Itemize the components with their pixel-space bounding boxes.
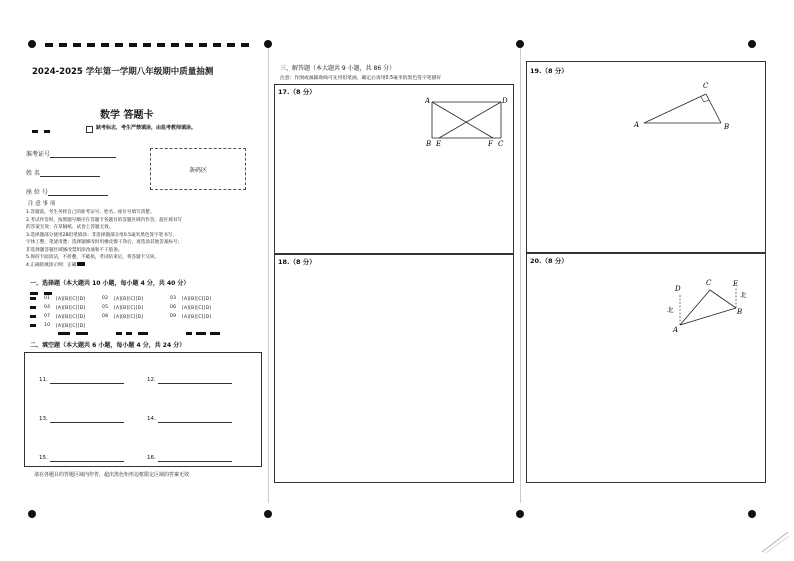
instruction-line: 5.保持卡面清洁，不折叠，不破损，考试结束后，将答题卡交回。 bbox=[26, 255, 160, 260]
mark bbox=[210, 332, 220, 335]
choice-bubbles[interactable]: [A][B][C][D] bbox=[56, 315, 86, 320]
alignment-dot bbox=[748, 40, 756, 48]
choice-bubbles[interactable]: [A][B][C][D] bbox=[182, 315, 212, 320]
fill-number: 11. bbox=[39, 377, 48, 383]
choice-number: 06 bbox=[170, 305, 177, 310]
q17-figure bbox=[425, 93, 509, 153]
section-fill-title: 二、填空题（本大题共 6 小题，每小题 4 分，共 24 分） bbox=[30, 342, 186, 349]
mark bbox=[30, 292, 38, 295]
absence-checkbox[interactable] bbox=[86, 126, 93, 133]
field-name bbox=[26, 169, 100, 177]
field-seat bbox=[26, 188, 108, 196]
instruction-line: 3.选择题部分使用2B铅笔填涂；非选择题部分用0.5毫米黑色签字笔书写， bbox=[26, 232, 177, 238]
vertex-label: E bbox=[436, 140, 442, 148]
instruction-line: 非选择题答题区域修改禁用涂改液和不干胶条。 bbox=[26, 247, 123, 253]
fill-answer-13[interactable] bbox=[50, 415, 124, 423]
choice-bubbles[interactable]: [A][B][C][D] bbox=[56, 324, 86, 329]
vertex-label: B bbox=[737, 308, 743, 316]
q20-answer-area[interactable] bbox=[526, 253, 766, 483]
column-divider bbox=[268, 48, 269, 503]
choice-number: 04 bbox=[44, 305, 51, 310]
choice-number: 08 bbox=[102, 314, 109, 319]
name-input[interactable] bbox=[40, 169, 100, 177]
vertex-label: B bbox=[426, 140, 432, 148]
vertex-label: B bbox=[724, 123, 730, 131]
vertex-label: C bbox=[498, 140, 504, 148]
north-label: 北 bbox=[667, 306, 674, 314]
choice-bubbles[interactable]: [A][B][C][D] bbox=[114, 306, 144, 311]
mark bbox=[186, 332, 192, 335]
choice-bubbles[interactable]: [A][B][C][D] bbox=[56, 306, 86, 311]
north-label: 北 bbox=[740, 291, 747, 299]
q17-title: 17.（8 分） bbox=[278, 88, 316, 96]
q17-answer-area[interactable] bbox=[274, 84, 514, 254]
vertex-label: E bbox=[733, 280, 739, 288]
choice-number: 07 bbox=[44, 314, 51, 319]
choice-bubbles[interactable]: [A][B][C][D] bbox=[114, 315, 144, 320]
answer-note: 注意：作图或画辅助线可先用铅笔画，确定后再用0.5毫米的黑色签字笔描好 bbox=[280, 76, 442, 81]
q18-answer-area[interactable] bbox=[274, 254, 514, 483]
mark bbox=[76, 332, 88, 335]
alignment-dot bbox=[748, 510, 756, 518]
mark bbox=[32, 130, 38, 133]
footer-note: 请在各题目的答题区域内作答，超出黑色矩形边框限定区域的答案无效 bbox=[34, 472, 190, 478]
absence-notice: 缺考标志，考生严禁填涂，由监考教师填涂。 bbox=[96, 125, 197, 131]
alignment-dot bbox=[264, 40, 272, 48]
alignment-dot bbox=[516, 510, 524, 518]
choice-bubbles[interactable]: [A][B][C][D] bbox=[114, 297, 144, 302]
q19-answer-area[interactable] bbox=[526, 61, 766, 253]
field-exam-no bbox=[26, 150, 116, 158]
alignment-dot bbox=[28, 510, 36, 518]
instruction-line: 2.考试作答时，按照题号顺序在答题卡各题目的答题区域内作答，超区域书写 bbox=[26, 217, 182, 223]
instruction-line: 的答案无效；在草稿纸、试卷上答题无效。 bbox=[26, 225, 114, 230]
fill-number: 12. bbox=[147, 377, 156, 383]
alignment-dot bbox=[516, 40, 524, 48]
mark bbox=[196, 332, 206, 335]
q20-title: 20.（8 分） bbox=[530, 257, 568, 265]
mark bbox=[138, 332, 148, 335]
mark bbox=[116, 332, 122, 335]
alignment-dot bbox=[28, 40, 36, 48]
seat-input[interactable] bbox=[48, 188, 108, 196]
mark bbox=[44, 130, 50, 133]
column-divider bbox=[520, 48, 521, 503]
vertex-label: D bbox=[502, 97, 508, 105]
fill-example bbox=[77, 262, 85, 266]
q20-figure bbox=[663, 276, 753, 336]
alignment-dot bbox=[264, 510, 272, 518]
alignment-dashes bbox=[45, 43, 255, 47]
q18-title: 18.（8 分） bbox=[278, 258, 316, 266]
q19-title: 19.（8 分） bbox=[530, 67, 568, 75]
fill-answer-12[interactable] bbox=[158, 376, 232, 384]
choice-bubbles[interactable]: [A][B][C][D] bbox=[182, 306, 212, 311]
vertex-label: A bbox=[634, 121, 640, 129]
mark bbox=[58, 332, 70, 335]
fill-answer-14[interactable] bbox=[158, 415, 232, 423]
choice-bubbles[interactable]: [A][B][C][D] bbox=[56, 297, 86, 302]
choice-bubbles[interactable]: [A][B][C][D] bbox=[182, 297, 212, 302]
vertex-label: C bbox=[706, 279, 712, 287]
fill-answer-11[interactable] bbox=[50, 376, 124, 384]
instructions-heading: 注 意 事 项 bbox=[28, 201, 56, 207]
choice-number: 05 bbox=[102, 305, 109, 310]
watermark-stamp bbox=[760, 530, 790, 554]
fill-number: 14. bbox=[147, 416, 156, 422]
choice-number: 02 bbox=[102, 296, 109, 301]
vertex-label: A bbox=[425, 97, 431, 105]
instructions bbox=[26, 209, 261, 269]
q19-figure bbox=[632, 76, 742, 136]
fill-answer-box bbox=[24, 352, 262, 467]
vertex-label: D bbox=[675, 285, 681, 293]
fill-number: 16. bbox=[147, 455, 156, 461]
exam-no-input[interactable] bbox=[50, 150, 116, 158]
mark bbox=[44, 292, 52, 295]
fill-number: 15. bbox=[39, 455, 48, 461]
vertex-label: C bbox=[703, 82, 709, 90]
fill-number: 13. bbox=[39, 416, 48, 422]
field-label: 准考证号 bbox=[26, 151, 51, 158]
field-label: 座 位 号 bbox=[26, 189, 48, 196]
mark bbox=[126, 332, 132, 335]
instruction-line: 字体工整，笔迹清楚；选择题修改时用橡皮擦干净后，再选涂其他答案标号； bbox=[26, 240, 183, 245]
barcode-area bbox=[150, 148, 246, 190]
fill-answer-15[interactable] bbox=[50, 454, 124, 462]
choice-number: 03 bbox=[170, 296, 177, 301]
vertex-label: A bbox=[673, 326, 679, 334]
instruction-line: 4.正确的填涂示例：正确 bbox=[26, 262, 77, 268]
barcode-label: 条码区 bbox=[188, 166, 207, 174]
section-answer-title: 三、解答题（本大题共 9 小题，共 86 分） bbox=[280, 65, 396, 72]
section-choice-title: 一、选择题（本大题共 10 小题，每小题 4 分，共 40 分） bbox=[30, 280, 190, 287]
instruction-line: 1.答题前，考生务将自己的准考证号、姓名、座位号填写清楚。 bbox=[26, 210, 155, 215]
fill-answer-16[interactable] bbox=[158, 454, 232, 462]
choice-number: 10 bbox=[44, 323, 51, 328]
choice-number: 01 bbox=[44, 296, 51, 301]
choice-number: 09 bbox=[170, 314, 177, 319]
subject-title: 数学 答题卡 bbox=[100, 110, 154, 121]
page-title: 2024-2025 学年第一学期八年级期中质量抽测 bbox=[32, 67, 214, 77]
field-label: 姓 名 bbox=[26, 170, 40, 177]
vertex-label: F bbox=[488, 140, 493, 148]
